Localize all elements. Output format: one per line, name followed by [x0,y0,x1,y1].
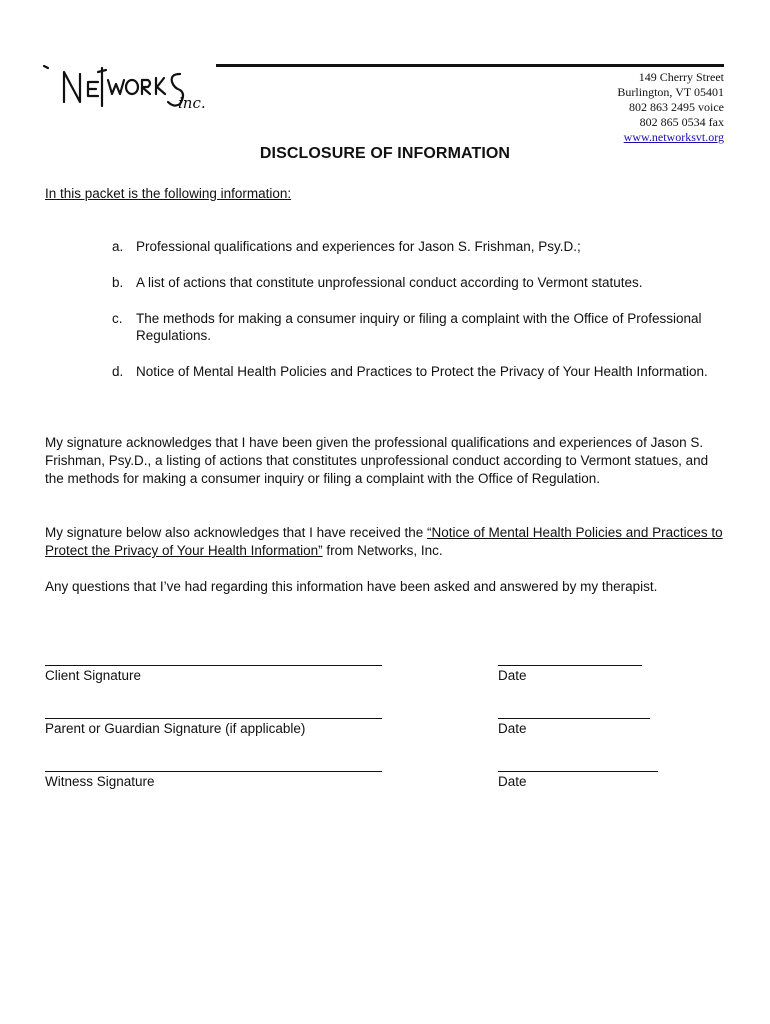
notice-title-text: “Notice of Mental Health Policies and Practices to Protect the Privacy of Your Health Information” [45,525,723,558]
list-item [112,238,722,255]
list-item-letter: d. [112,364,124,379]
address-city: Burlington, VT 05401 [617,85,724,99]
witness-date-line[interactable] [498,771,658,772]
notice-lead-text: My signature below also acknowledges that I have received the [45,525,427,540]
address-fax: 802 865 0534 fax [639,115,724,129]
info-list [112,238,722,399]
list-item-letter: c. [112,311,123,326]
intro-text: In this packet is the following information: [45,186,292,201]
list-item-letter: a. [112,239,124,254]
client-signature-label: Client Signature [45,668,142,683]
guardian-date-line[interactable] [498,718,650,719]
networks-logo-mark [40,62,220,114]
witness-date-label: Date [498,774,527,789]
website-link[interactable]: www.networksvt.org [623,130,724,144]
client-date-line[interactable] [498,665,642,666]
guardian-date-label: Date [498,721,527,736]
address-block [617,70,724,145]
guardian-signature-label: Parent or Guardian Signature (if applicable) [45,721,306,736]
client-signature-line[interactable] [45,665,382,666]
witness-signature-label: Witness Signature [45,774,155,789]
list-item [112,274,722,291]
list-item-text: The methods for making a consumer inquiry or filing a complaint with the Office of Professional Regulations. [136,311,702,343]
document-title: DISCLOSURE OF INFORMATION [259,145,511,162]
guardian-signature-line[interactable] [45,718,382,719]
list-item-text: Notice of Mental Health Policies and Practices to Protect the Privacy of Your Health Information. [136,364,708,379]
witness-signature-line[interactable] [45,771,382,772]
address-street: 149 Cherry Street [638,70,724,84]
address-voice: 802 863 2495 voice [629,100,724,114]
notice-acknowledgement-paragraph [45,524,727,560]
list-item-text: A list of actions that constitute unprofessional conduct according to Vermont statutes. [136,275,643,290]
list-item-text: Professional qualifications and experiences for Jason S. Frishman, Psy.D.; [136,239,581,254]
list-item-letter: b. [112,275,124,290]
notice-tail-text: from Networks, Inc. [322,543,443,558]
header-rule [216,64,724,67]
questions-paragraph: Any questions that I’ve had regarding this information have been asked and answered by my therapist. [45,579,658,594]
client-date-label: Date [498,668,527,683]
networks-logo [40,62,220,114]
list-item [112,363,722,380]
list-item [112,310,722,344]
acknowledgement-paragraph: My signature acknowledges that I have been given the professional qualifications and experiences of Jason S. Frishman, Psy.D., a listing of actions that constitutes unprofessional conduct according to Vermont statues, and the methods for making a consumer inquiry or filing a complaint with the Office of Regulation. [45,435,709,486]
svg-text:inc.: inc. [178,94,206,112]
